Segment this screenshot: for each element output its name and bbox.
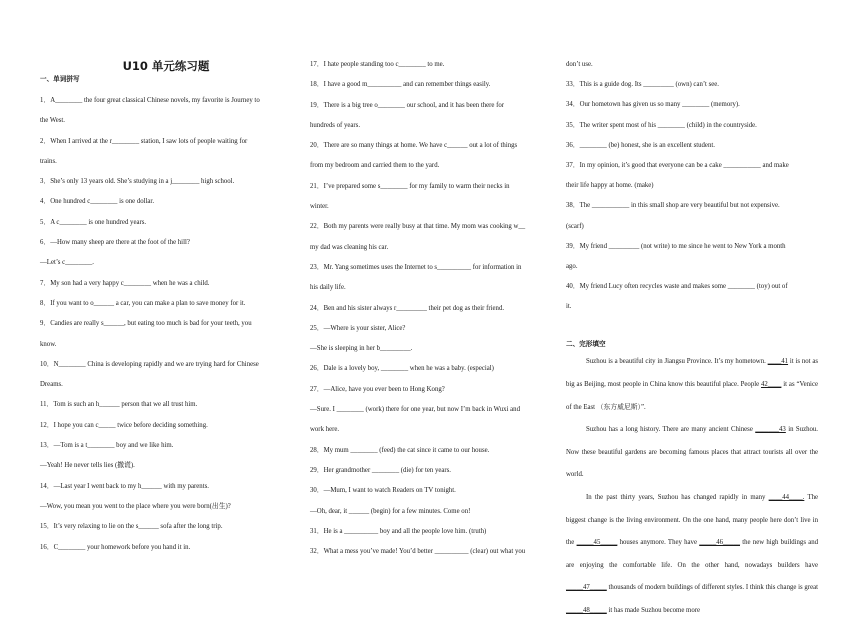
cloze-text: it as “Venice of the East （东方威尼斯）”.: [566, 381, 818, 411]
cloze-blank-41: ____41: [767, 358, 789, 366]
question-line: —Sure. I ________ (work) there for one year, but now I’m back in Wuxi and: [310, 406, 520, 414]
question-list-left: [40, 91, 292, 558]
cloze-text: Suzhou is a beautiful city in Jiangsu Province. It’s my hometown.: [586, 358, 766, 366]
section-heading-spelling: 一、单词拼写: [40, 75, 80, 83]
question-line: 29．Her grandmother ________ (die) for ten years.: [310, 466, 451, 474]
question-line: 19．There is a big tree o________ our school, and it has been there for: [310, 101, 505, 109]
cloze-blank-44: ____44____.: [768, 494, 805, 501]
question-line: 25．—Where is your sister, Alice?: [310, 324, 406, 332]
cloze-blank-42: 42____: [761, 381, 782, 389]
cloze-text: thousands of modern buildings of different styles. I think this change is great: [608, 584, 819, 592]
question-line: —Yeah! He never tells lies (撒谎).: [40, 462, 135, 470]
question-line: 16．C________ your homework before you hand it in.: [40, 543, 191, 551]
question-line: 18．I have a good m__________ and can remember things easily.: [310, 81, 491, 89]
question-line: 40．My friend Lucy often recycles waste and makes some ________ (toy) out of: [566, 283, 788, 291]
question-line: 36．________ (be) honest, she is an excellent student.: [566, 141, 715, 149]
cloze-blank-48: _____48_____: [566, 606, 607, 614]
question-line: 27．—Alice, have you ever been to Hong Kong?: [310, 385, 445, 393]
cloze-text: it is not as big as Beijing, most people in China know this beautiful place. People: [566, 358, 818, 389]
question-line: —Oh, dear, it ______ (begin) for a few minutes. Come on!: [310, 507, 471, 515]
question-line: Dreams.: [40, 381, 63, 389]
column-middle: [310, 0, 550, 562]
question-list-right: [566, 55, 818, 317]
question-line: 23．Mr. Yang sometimes uses the Internet to s__________ for information in: [310, 263, 522, 271]
question-line: 9．Candies are really s______, but eating too much is bad for your teeth, you: [40, 320, 252, 328]
question-line: winter.: [310, 203, 329, 211]
question-line: 6．—How many sheep are there at the foot of the hill?: [40, 239, 190, 247]
question-line: their life happy at home. (make): [566, 182, 654, 190]
page-title: U10 单元练习题: [122, 59, 210, 73]
question-line: 14．—Last year I went back to my h______ with my parents.: [40, 482, 209, 490]
question-line: 38．The ___________ in this small shop are very beautiful but not expensive.: [566, 202, 780, 210]
question-line: 5．A c________ is one hundred years.: [40, 218, 147, 226]
question-line: 33．This is a guide dog. Its _________ (own) can’t see.: [566, 81, 719, 89]
question-line: 35．The writer spent most of his ________ (child) in the countryside.: [566, 121, 757, 129]
cloze-text: it has made Suzhou become more: [608, 606, 701, 614]
question-line: 31．He is a __________ boy and all the people love him. (truth): [310, 527, 487, 535]
question-list-middle: [310, 55, 550, 562]
question-line: the West.: [40, 117, 66, 125]
cloze-text: houses anymore. They have: [619, 539, 697, 547]
question-line: don’t use.: [566, 61, 593, 68]
question-line: 21．I’ve prepared some s________ for my family to warm their necks in: [310, 182, 510, 190]
question-line: from my bedroom and carried them to the yard.: [310, 162, 440, 170]
question-line: 8．If you want to o______ a car, you can make a plan to save money for it.: [40, 299, 246, 307]
question-line: 3．She’s only 13 years old. She’s studying in a j________ high school.: [40, 178, 235, 186]
question-line: 30．—Mum, I want to watch Readers on TV tonight.: [310, 487, 456, 495]
question-line: 2．When I arrived at the r________ station, I saw lots of people waiting for: [40, 137, 248, 145]
question-line: 12．I hope you can c_____ twice before deciding something.: [40, 421, 208, 429]
question-line: 4．One hundred c________ is one dollar.: [40, 198, 155, 206]
cloze-blank-45: _____45_____: [576, 539, 618, 547]
question-line: 32．What a mess you’ve made! You’d better __________ (clear) out what you: [310, 548, 526, 556]
question-line: his daily life.: [310, 284, 346, 292]
question-line: work here.: [310, 426, 340, 434]
question-line: 22．Both my parents were really busy at that time. My mom was cooking w__: [310, 223, 526, 231]
question-line: 37．In my opinion, it’s good that everyone can be a cake ___________ and make: [566, 161, 789, 169]
cloze-text: In the past thirty years, Suzhou has changed rapidly in many: [586, 494, 766, 501]
cloze-blank-46: _____46_____: [699, 539, 740, 547]
question-line: (scarf): [566, 222, 584, 230]
question-line: —Wow, you mean you went to the place where you were born(出生)?: [40, 502, 231, 510]
question-line: 39．My friend _________ (not write) to me since he went to New York a month: [566, 242, 786, 250]
question-line: 17．I hate people standing too c________ to me.: [310, 61, 445, 68]
question-line: know.: [40, 340, 57, 348]
question-line: my dad was cleaning his car.: [310, 243, 389, 251]
question-line: trains.: [40, 157, 57, 165]
question-line: 7．My son had a very happy c________ when he was a child.: [40, 279, 210, 287]
question-line: 34．Our hometown has given us so many ________ (memory).: [566, 101, 740, 109]
column-left: [40, 0, 292, 558]
question-line: it.: [566, 303, 572, 311]
column-right: [566, 0, 818, 623]
cloze-text: the new high buildings and are enjoying the comfortable life. On the other hand, nowadays builders have: [566, 539, 819, 569]
question-line: 11．Tom is such an h______ person that we all trust him.: [40, 401, 198, 409]
section-heading-cloze: 二、完形填空: [566, 340, 606, 349]
cloze-text: Suzhou has a long history. There are many ancient Chinese: [586, 426, 753, 434]
cloze-paragraph-1: [566, 351, 818, 419]
question-line: 15．It’s very relaxing to lie on the s______ sofa after the long trip.: [40, 523, 223, 531]
question-line: 28．My mum ________ (feed) the cat since it came to our house.: [310, 446, 490, 454]
cloze-text: The biggest change is the living environment. On the one hand, many people here don’t live in the: [566, 494, 819, 547]
question-line: 24．Ben and his sister always r_________ their pet dog as their friend.: [310, 304, 505, 312]
question-line: hundreds of years.: [310, 121, 361, 129]
question-line: ago.: [566, 262, 578, 270]
question-line: —She is sleeping in her b_________.: [310, 345, 413, 353]
question-line: 20．There are so many things at home. We have c______ out a lot of things: [310, 142, 518, 150]
cloze-paragraph-3: [566, 487, 818, 623]
question-line: 26．Dale is a lovely boy, ________ when he was a baby. (especial): [310, 365, 494, 373]
cloze-blank-43: _______43: [755, 426, 786, 434]
question-line: 1．A________ the four great classical Chinese novels, my favorite is Journey to: [40, 97, 260, 104]
question-line: —Let’s c________.: [40, 259, 94, 267]
question-line: 10．N________ China is developing rapidly and we are trying hard for Chinese: [40, 360, 259, 368]
cloze-blank-47: _____47_____: [566, 584, 607, 592]
question-line: 13．—Tom is a t________ boy and we like him.: [40, 442, 174, 450]
cloze-text: in Suzhou. Now these beautiful gardens are becoming famous places that attract tourists all over the world.: [566, 426, 818, 479]
cloze-paragraph-2: [566, 419, 818, 487]
